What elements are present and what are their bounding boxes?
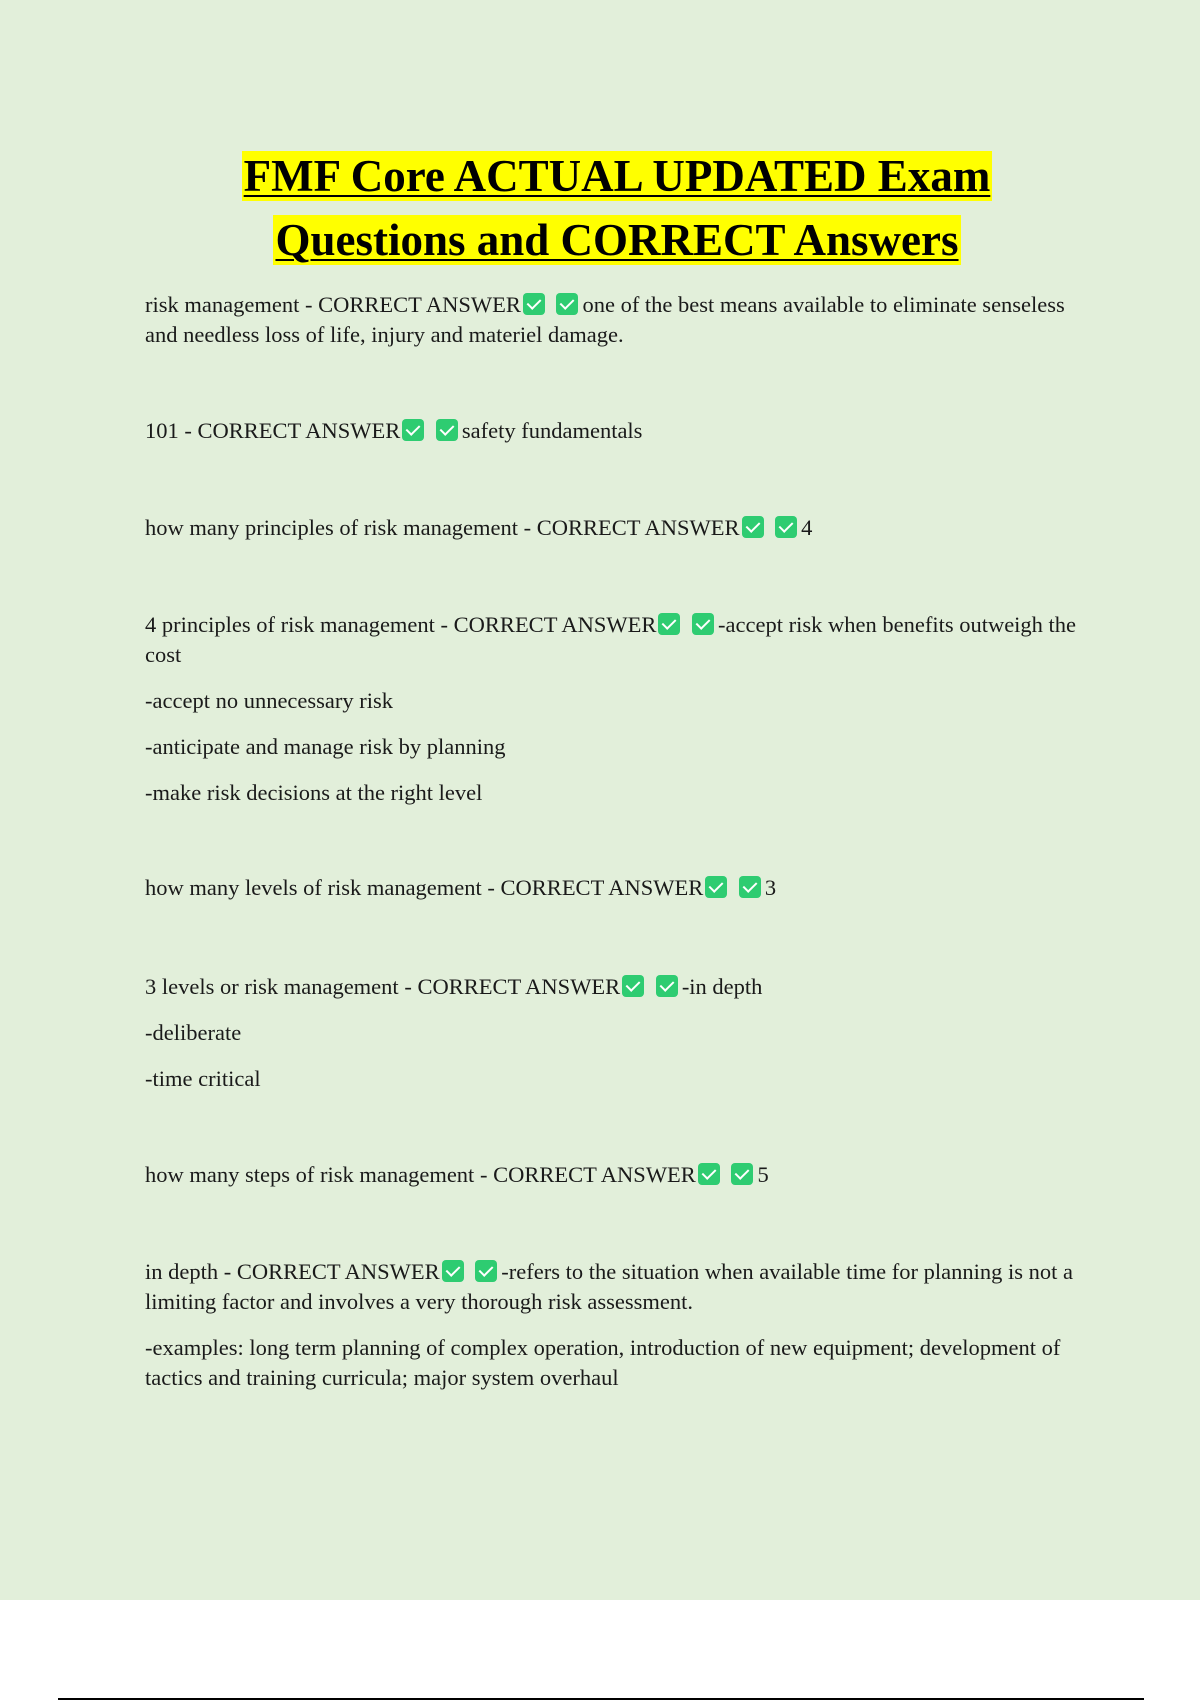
- check-mark-icon: [656, 975, 678, 997]
- question-text: in depth: [145, 1259, 219, 1284]
- check-mark-icon: [442, 1260, 464, 1282]
- check-mark-icon: [692, 613, 714, 635]
- check-mark-icon: [402, 419, 424, 441]
- answer-text: safety fundamentals: [461, 418, 643, 443]
- answer-text: 3: [764, 875, 777, 900]
- answer-detail-line: -examples: long term planning of complex operation, introduction of new equipment; development of tactics and training curricula; major system overhaul: [145, 1335, 1061, 1390]
- qa-question-line: how many principles of risk management - CORRECT ANSWER 4: [145, 515, 813, 540]
- check-mark-icon: [556, 293, 578, 315]
- question-text: 101: [145, 418, 179, 443]
- question-text: how many principles of risk management: [145, 515, 519, 540]
- check-mark-icon: [742, 516, 764, 538]
- check-mark-icon: [731, 1163, 753, 1185]
- qa-item: [145, 610, 1095, 808]
- answer-detail-line: -anticipate and manage risk by planning: [145, 734, 506, 759]
- answer-text: 4: [801, 515, 813, 540]
- answer-detail-line: -accept no unnecessary risk: [145, 688, 394, 713]
- answer-marker: CORRECT ANSWER: [236, 1259, 440, 1284]
- check-mark-icon: [436, 419, 458, 441]
- qa-question-line: 3 levels or risk management - CORRECT ANSWER -in depth: [145, 974, 763, 999]
- question-text: how many levels of risk management: [145, 875, 482, 900]
- qa-item: [145, 873, 1095, 903]
- check-mark-icon: [475, 1260, 497, 1282]
- answer-marker: CORRECT ANSWER: [493, 1162, 696, 1187]
- question-text: 4 principles of risk management: [145, 612, 435, 637]
- check-mark-icon: [523, 293, 545, 315]
- answer-marker: CORRECT ANSWER: [318, 292, 521, 317]
- answer-marker: CORRECT ANSWER: [453, 612, 657, 637]
- qa-question-line: 4 principles of risk management - CORRECT ANSWER -accept risk when benefits outweigh the cost: [145, 612, 1077, 667]
- check-mark-icon: [705, 876, 727, 898]
- answer-text: 5: [757, 1162, 769, 1187]
- answer-detail-line: -time critical: [145, 1066, 261, 1091]
- qa-list: [145, 290, 1095, 1393]
- title-line-1: FMF Core ACTUAL UPDATED Exam: [243, 151, 991, 201]
- answer-detail-line: -make risk decisions at the right level: [145, 780, 483, 805]
- qa-item: [145, 290, 1095, 350]
- answer-text: -accept risk when benefits outweigh the cost: [145, 612, 1077, 667]
- answer-text: -refers to the situation when available time for planning is not a limiting factor and involves a very thorough risk assessment.: [145, 1259, 1073, 1314]
- check-mark-icon: [622, 975, 644, 997]
- answer-marker: CORRECT ANSWER: [536, 515, 740, 540]
- check-mark-icon: [739, 876, 761, 898]
- title-line-2: Questions and CORRECT Answers: [275, 215, 959, 265]
- qa-item: [145, 416, 1095, 446]
- check-mark-icon: [658, 613, 680, 635]
- answer-marker: CORRECT ANSWER: [500, 875, 704, 900]
- answer-text: one of the best means available to eliminate senseless and needless loss of life, injury and materiel damage.: [145, 292, 1065, 347]
- answer-detail-line: -deliberate: [145, 1020, 242, 1045]
- qa-question-line: 101 - CORRECT ANSWER safety fundamentals: [145, 418, 643, 443]
- question-text: 3 levels or risk management: [145, 974, 399, 999]
- qa-question-line: how many steps of risk management - CORRECT ANSWER 5: [145, 1162, 769, 1187]
- check-mark-icon: [775, 516, 797, 538]
- question-text: risk management: [145, 292, 300, 317]
- check-mark-icon: [698, 1163, 720, 1185]
- answer-text: -in depth: [681, 974, 763, 999]
- answer-marker: CORRECT ANSWER: [417, 974, 621, 999]
- qa-question-line: risk management - CORRECT ANSWER one of the best means available to eliminate senseless and needless loss of life, injury and materiel damage.: [145, 292, 1065, 347]
- qa-question-line: how many levels of risk management - CORRECT ANSWER 3: [145, 875, 777, 900]
- qa-item: [145, 513, 1095, 543]
- question-text: how many steps of risk management: [145, 1162, 475, 1187]
- qa-item: [145, 1160, 1095, 1190]
- qa-item: [145, 972, 1095, 1094]
- qa-question-line: in depth - CORRECT ANSWER -refers to the situation when available time for planning is not a limiting factor and involves a very thorough risk assessment.: [145, 1259, 1073, 1314]
- answer-marker: CORRECT ANSWER: [197, 418, 401, 443]
- document-title: [0, 144, 1200, 272]
- qa-item: [145, 1257, 1095, 1393]
